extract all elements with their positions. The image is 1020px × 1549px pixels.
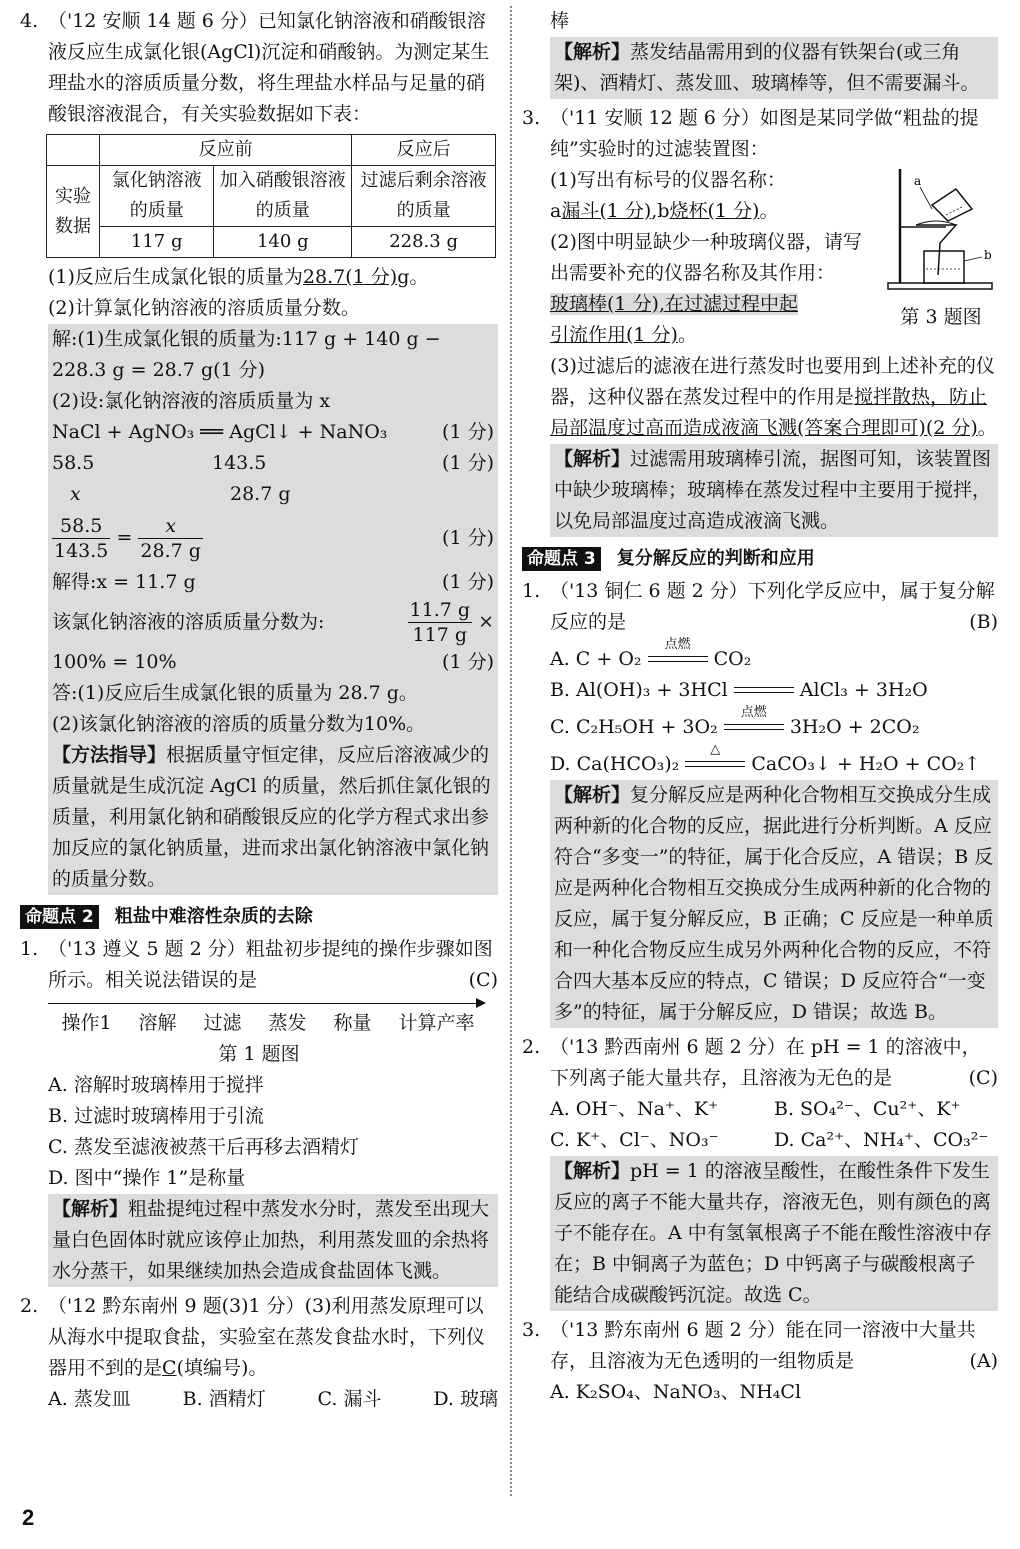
analysis-block — [550, 444, 998, 537]
option-c — [522, 705, 998, 743]
topic-label: 命题点 2 — [20, 905, 99, 929]
table-header-before: 反应前 — [100, 135, 352, 166]
denominator: 117 g — [412, 624, 467, 646]
topic-title: 复分解反应的判断和应用 — [616, 548, 815, 569]
analysis-text: 复分解反应是两种化合物相互交换成分生成两种新的化合物的反应，据此进行分析判断。A 反应符合“多变一”的特征，属于化合反应，A 错误；B 反应是两种化合物相互交换成分生成两种新的化合物的反应，属于复分解反应，B 正确；C 反应是一种单质和一种化合物反应生成另外两种化合物的反应，不符合四大基本反应的特点，C 错误；D 反应符合“一变多”的特征，属于分解反应，D 错误；故选 B。 — [554, 784, 994, 1023]
right-column — [522, 6, 998, 1408]
step-label: 过滤 — [203, 1012, 242, 1034]
filtration-apparatus-figure — [886, 165, 996, 329]
text: （'12 黔东南州 9 题(3)1 分）(3)利用蒸发原理可以从海水中提取食盐，实验室在蒸发食盐水时，下列仪器用不到的是 — [48, 1295, 486, 1379]
question-3-body — [522, 165, 998, 328]
answer-blank: 烧杯(1 分) — [669, 200, 760, 222]
question-number: 4. — [20, 10, 39, 32]
option: C. K⁺、Cl⁻、NO₃⁻ — [550, 1129, 719, 1151]
answer-line: (2)该氯化钠溶液的溶质的质量分数为10%。 — [52, 713, 426, 735]
reaction-arrow — [724, 705, 784, 732]
solve-line — [52, 567, 494, 598]
numerator: 11.7 g — [409, 599, 471, 621]
question-number: 2. — [20, 1295, 39, 1317]
options-row — [20, 1384, 498, 1415]
fig-label-a: a — [914, 174, 922, 188]
option-d — [522, 742, 998, 780]
text: （'13 黔东南州 6 题 2 分）能在同一溶液中大量共存，且溶液为无色透明的一组物质是 — [550, 1319, 976, 1372]
unknown: x — [70, 483, 81, 505]
products: CaCO₃↓ + H₂O + CO₂↑ — [751, 753, 981, 775]
table-row-label: 实验数据 — [47, 166, 100, 258]
option: D. 图中“操作 1”是称量 — [48, 1167, 246, 1189]
analysis-text: 粗盐提纯过程中蒸发水分时，蒸发至出现大量白色固体时就应该停止加热，利用蒸发皿的余热将水分蒸干，如果继续加热会造成食盐固体飞溅。 — [52, 1198, 490, 1282]
reactants: A. C + O₂ — [550, 648, 642, 670]
answer: (A) — [969, 1350, 998, 1372]
text: （'13 黔西南州 6 题 2 分）在 pH = 1 的溶液中，下列离子能大量共存，且溶液为无色的是 — [550, 1036, 981, 1089]
analysis — [554, 780, 994, 1028]
text: 100% = 10% — [52, 651, 177, 673]
text: （'13 铜仁 6 题 2 分）下列化学反应中，属于复分解反应的是 — [550, 580, 995, 633]
topic3-question-1 — [522, 576, 998, 638]
equals: = — [116, 526, 133, 549]
answer-blank: 玻璃棒(1 分),在过滤过程中起 — [550, 293, 798, 315]
method-guide — [52, 740, 494, 895]
condition: △ — [710, 742, 721, 757]
question-text — [48, 934, 498, 996]
analysis-tag: 【解析】 — [554, 448, 631, 470]
option: A. 蒸发皿 — [48, 1388, 131, 1410]
table-cell: 氯化钠溶液的质量 — [100, 166, 214, 227]
method-tag: 【方法指导】 — [52, 744, 167, 766]
solution-block — [48, 324, 498, 895]
text: 解得:x = 11.7 g — [52, 571, 196, 593]
question-number: 1. — [20, 938, 39, 960]
denominator: 28.7 g — [140, 540, 201, 562]
solution-line: (2)设:氯化钠溶液的溶质质量为 x — [52, 390, 331, 412]
question-number: 3. — [522, 1319, 541, 1341]
denominator: 143.5 — [54, 540, 109, 562]
fraction — [52, 514, 110, 563]
points: (1 分) — [442, 651, 494, 673]
reaction-arrow — [648, 637, 708, 664]
option: B. SO₄²⁻、Cu²⁺、K⁺ — [774, 1098, 961, 1120]
points: (1 分) — [442, 571, 494, 593]
option: B. 酒精灯 — [182, 1388, 266, 1410]
left-column — [20, 6, 498, 1415]
answer: (C) — [968, 1067, 998, 1089]
question-text: （'11 安顺 12 题 6 分）如图是某同学做“粗盐的提纯”实验时的过滤装置图： — [550, 107, 979, 160]
analysis-text: 过滤需用玻璃棒引流，据图可知，该装置图中缺少玻璃棒；玻璃棒在蒸发过程中主要用于搅拌，以免局部温度过高造成液滴飞溅。 — [554, 448, 992, 532]
topic2-question-1 — [20, 934, 498, 996]
mass: 28.7 g — [230, 483, 291, 505]
equation-line — [52, 417, 494, 448]
sub-question-2: (2)计算氯化钠溶液的溶质质量分数。 — [48, 297, 360, 319]
percentage-line-2 — [52, 647, 494, 678]
text: （'13 遵义 5 题 2 分）粗盐初步提纯的操作步骤如图所示。相关说法错误的是 — [48, 938, 493, 991]
option: C. 蒸发至滤液被蒸干后再移去酒精灯 — [48, 1136, 359, 1158]
analysis — [554, 1156, 994, 1311]
step-label: 蒸发 — [268, 1012, 307, 1034]
analysis-block — [550, 37, 998, 99]
molar-mass: 58.5 — [52, 452, 95, 474]
sub-question-1 — [20, 262, 498, 293]
figure-caption: 第 1 题图 — [218, 1043, 300, 1065]
option: D. 玻璃 — [433, 1388, 498, 1410]
experiment-data-table — [46, 134, 496, 258]
arrow-line — [48, 998, 488, 1008]
option: D. Ca²⁺、NH₄⁺、CO₃²⁻ — [774, 1129, 989, 1151]
table-cell: 加入硝酸银溶液的质量 — [214, 166, 352, 227]
table-cell: 117 g — [100, 227, 214, 258]
option: A. OH⁻、Na⁺、K⁺ — [550, 1098, 719, 1120]
fraction — [138, 514, 203, 563]
option: A. K₂SO₄、NaNO₃、NH₄Cl — [550, 1381, 802, 1403]
analysis-text: 蒸发结晶需用到的仪器有铁架台(或三角架)、酒精灯、蒸发皿、玻璃棒等，但不需要漏斗。 — [554, 41, 980, 94]
equation: NaCl + AgNO₃ ══ AgCl↓ + NaNO₃ — [52, 421, 388, 443]
step-label: 称量 — [333, 1012, 372, 1034]
table-cell: 228.3 g — [352, 227, 496, 258]
continued-text: 棒 — [550, 10, 570, 32]
fraction — [408, 598, 473, 647]
analysis-block — [48, 1194, 498, 1287]
text: a — [550, 200, 562, 222]
reactants: C. C₂H₅OH + 3O₂ — [550, 716, 718, 738]
text: (填编号)。 — [176, 1357, 268, 1379]
condition: 点燃 — [664, 637, 691, 652]
answer: (C) — [468, 969, 498, 991]
analysis — [554, 37, 994, 99]
topic-title: 粗盐中难溶性杂质的去除 — [114, 906, 313, 927]
step-label: 操作1 — [61, 1012, 112, 1034]
step-label: 计算产率 — [398, 1012, 475, 1034]
topic3-question-3 — [522, 1315, 998, 1377]
text: g。 — [397, 266, 429, 288]
question-text — [550, 576, 998, 638]
numerator: x — [138, 514, 203, 539]
options-row — [522, 1094, 998, 1125]
analysis-tag: 【解析】 — [554, 784, 631, 806]
question-3 — [522, 103, 998, 165]
text: 。 — [677, 324, 697, 346]
condition: 点燃 — [740, 705, 767, 720]
step-label: 溶解 — [138, 1012, 177, 1034]
reactants: B. Al(OH)₃ + 3HCl — [550, 679, 728, 701]
analysis-tag: 【解析】 — [554, 1160, 631, 1182]
unknown-line — [52, 479, 494, 510]
fig-label-b: b — [984, 248, 992, 262]
products: AlCl₃ + 3H₂O — [799, 679, 928, 701]
topic3-question-2 — [522, 1032, 998, 1094]
percentage-line — [52, 598, 494, 647]
option-a — [522, 637, 998, 675]
analysis-tag: 【解析】 — [554, 41, 631, 63]
analysis-tag: 【解析】 — [52, 1198, 129, 1220]
analysis — [52, 1194, 494, 1287]
reaction-arrow — [734, 687, 794, 695]
answer-blank: C — [162, 1357, 177, 1379]
question-text — [550, 1032, 998, 1094]
topic-header-2 — [20, 901, 498, 932]
page-number: 2 — [22, 1505, 35, 1530]
topic-header-3 — [522, 543, 998, 574]
option: C. 漏斗 — [317, 1388, 382, 1410]
products: CO₂ — [713, 648, 752, 670]
topic-label: 命题点 3 — [522, 547, 601, 571]
option: A. 溶解时玻璃棒用于搅拌 — [48, 1074, 264, 1096]
topic2-question-2 — [20, 1291, 498, 1384]
question-number: 2. — [522, 1036, 541, 1058]
table-corner — [47, 135, 100, 166]
analysis — [554, 444, 994, 537]
analysis-block — [550, 780, 998, 1028]
method-text: 根据质量守恒定律，反应后溶液减少的质量就是生成沉淀 AgCl 的质量，然后抓住氯化银的质量，利用氯化钠和硝酸银反应的化学方程式求出参加反应的氯化钠质量，进而求出氯化钠溶液中氯化钠的质量分数。 — [52, 744, 491, 890]
reaction-arrow — [685, 742, 745, 769]
sub-answer-1 — [550, 196, 878, 227]
numerator: 58.5 — [52, 514, 110, 539]
analysis-text: pH = 1 的溶液呈酸性，在酸性条件下发生反应的离子不能大量共存，溶液无色，则有颜色的离子不能存在。A 中有氢氧根离子不能在酸性溶液中存在；B 中铜离子为蓝色；D 中钙离子与碳酸根离子能结合成碳酸钙沉淀。故选 C。 — [554, 1160, 992, 1306]
filtration-apparatus-icon — [886, 165, 996, 295]
analysis-block — [550, 1156, 998, 1311]
sub-question-2: (2)图中明显缺少一种玻璃仪器，请写出需要补充的仪器名称及其作用： — [550, 231, 862, 284]
step-labels — [48, 1008, 488, 1039]
products: 3H₂O + 2CO₂ — [789, 716, 920, 738]
question-4 — [20, 6, 498, 130]
answer-blank: 引流作用(1 分) — [550, 324, 678, 346]
table-header-after: 反应后 — [352, 135, 496, 166]
reactants: D. Ca(HCO₃)₂ — [550, 753, 680, 775]
text: (3)过滤后的滤液在进行蒸发时也要用到上述补充的仪器，这种仪器在蒸发过程中的作用是 — [550, 355, 995, 408]
mass-line — [52, 448, 494, 479]
procedure-diagram — [48, 998, 488, 1039]
question-text — [550, 1315, 998, 1377]
figure-caption: 第 3 题图 — [900, 306, 982, 328]
column-divider — [510, 6, 512, 1496]
answer-line: 答:(1)反应后生成氯化银的质量为 28.7 g。 — [52, 682, 418, 704]
option-b — [522, 675, 998, 706]
table-cell: 过滤后剩余溶液的质量 — [352, 166, 496, 227]
sub-answer-2 — [550, 289, 878, 320]
points: (1 分) — [442, 452, 494, 474]
points: (1 分) — [442, 421, 494, 443]
proportion-line — [52, 514, 494, 563]
answer-blank: 28.7(1 分) — [302, 266, 398, 288]
answer-blank: 搅拌散热，防止局部温度过高而造成液滴飞溅(答案合理即可)(2 分) — [550, 386, 988, 439]
points: (1 分) — [442, 527, 494, 549]
text: (1)反应后生成氯化银的质量为 — [48, 266, 303, 288]
molar-mass: 143.5 — [212, 452, 267, 474]
text: 。 — [759, 200, 779, 222]
question-number: 1. — [522, 580, 541, 602]
question-text: （'12 安顺 14 题 6 分）已知氯化钠溶液和硝酸银溶液反应生成氯化银(AgCl)沉淀和硝酸钠。为测定某生理盐水的溶质质量分数，将生理盐水样品与足量的硝酸银溶液混合，有关实验数据如下表： — [48, 10, 490, 125]
table-cell: 140 g — [214, 227, 352, 258]
text: ,b — [651, 200, 670, 222]
solution-line: 解:(1)生成氯化银的质量为:117 g + 140 g − 228.3 g = 28.7 g(1 分) — [52, 328, 441, 381]
text: 该氯化钠溶液的溶质质量分数为: — [52, 611, 325, 633]
text: 。 — [977, 417, 997, 439]
answer-blank: 漏斗(1 分) — [561, 200, 652, 222]
option: B. 过滤时玻璃棒用于引流 — [48, 1105, 265, 1127]
sub-question-1: (1)写出有标号的仪器名称： — [550, 169, 786, 191]
options-row — [522, 1125, 998, 1156]
question-number: 3. — [522, 107, 541, 129]
question-text — [48, 1291, 498, 1384]
sub-question-3 — [522, 351, 998, 444]
answer: (B) — [969, 611, 998, 633]
times: × — [478, 610, 494, 633]
